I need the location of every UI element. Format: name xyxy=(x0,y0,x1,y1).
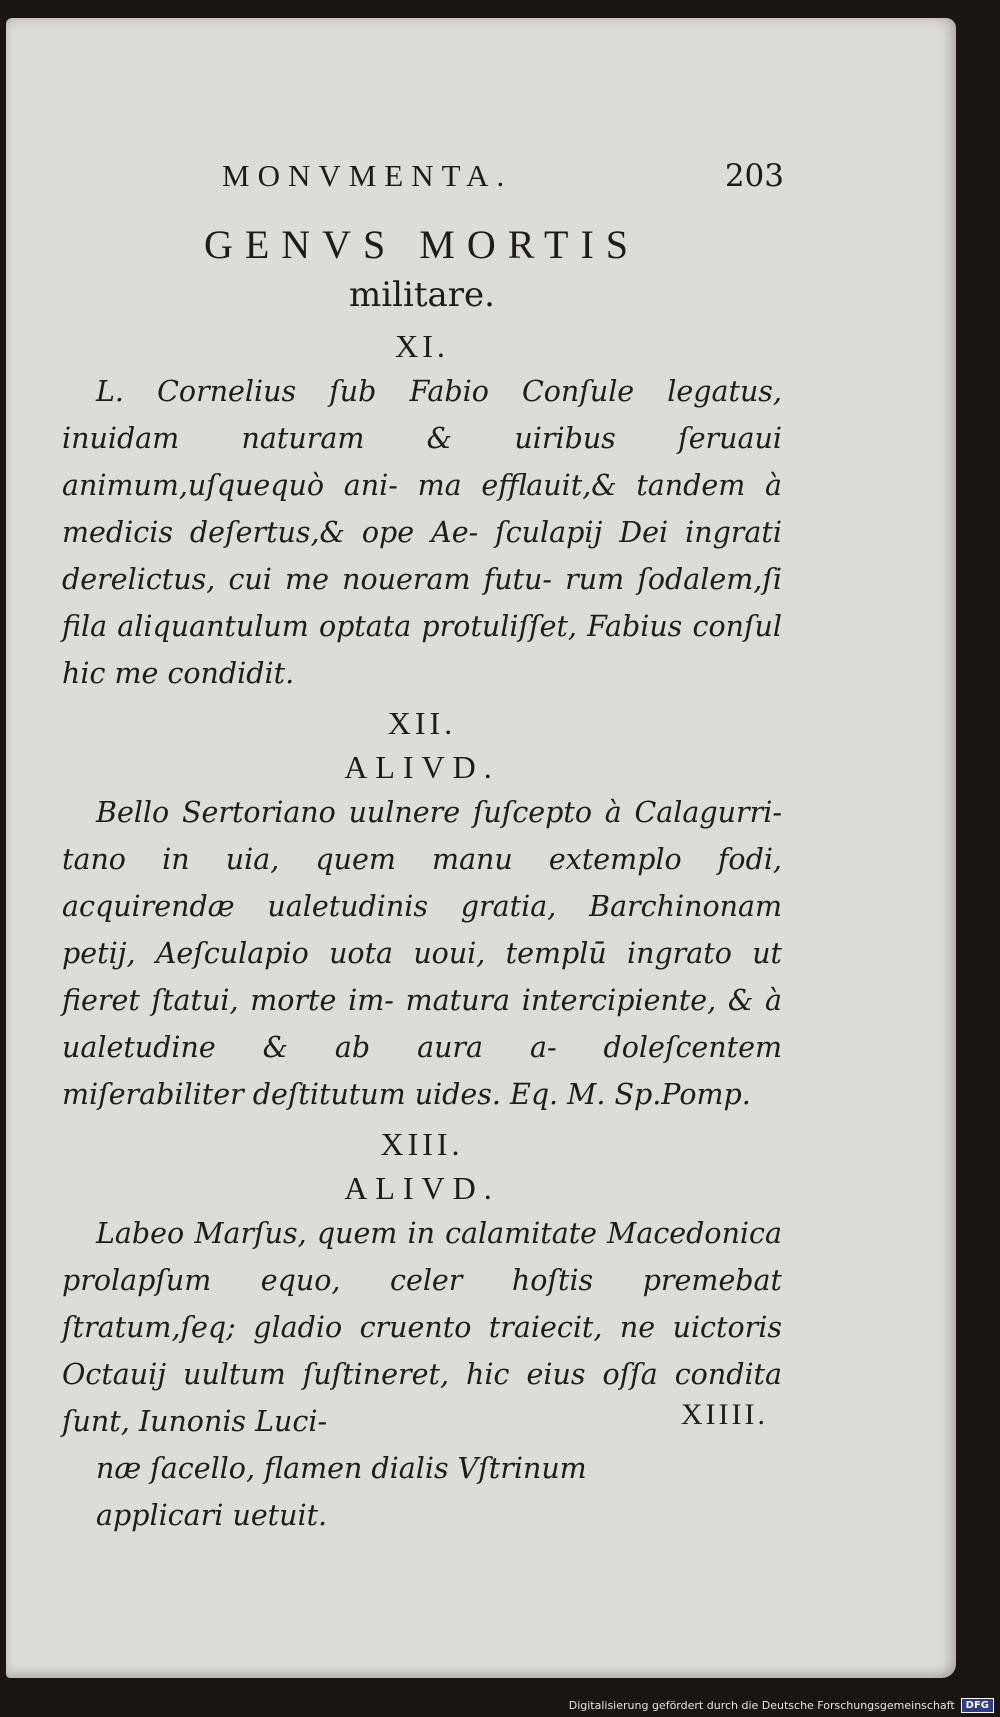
text-line: gladio cruento traiecit, ne uictoris Octauij uultum xyxy=(62,1311,782,1391)
text-line: ſculapij Dei ingrati derelictus, cui me noueram futu- xyxy=(62,516,782,596)
text-line: Sp.Pomp. xyxy=(614,1078,751,1111)
text-line: ualetudinis gratia, Barchinonam petij, Aeſculapio xyxy=(62,890,782,970)
section-subhead: ALIVD. xyxy=(344,1170,500,1206)
section-xi xyxy=(62,324,782,697)
section-xiii xyxy=(62,1122,782,1539)
running-head xyxy=(62,158,782,210)
text-line: Labeo Marſus, quem in calamitate Macedonica xyxy=(96,1217,782,1250)
text-line: uota uoui, templū ingrato ut fieret ſtatui, morte im- xyxy=(62,937,782,1017)
text-line: Bello Sertoriano uulnere ſuſcepto à Calagurri- xyxy=(96,796,782,829)
running-title: MONVMENTA. xyxy=(222,158,513,193)
dfg-logo-icon: DFG xyxy=(961,1698,994,1713)
text-line: ſuſtineret, hic eius oſſa condita ſunt, Iunonis Luci- xyxy=(62,1358,783,1438)
section-numeral: XI. xyxy=(395,328,449,364)
section-subhead: ALIVD. xyxy=(344,749,500,785)
text-line: ma efflauit,& tandem à medicis deſertus,& ope Ae- xyxy=(62,469,782,549)
text-line: matura intercipiente, & à ualetudine & ab aura a- xyxy=(62,984,783,1064)
text-line: prolapſum equo, celer hoſtis premebat ſtratum,ſeq; xyxy=(62,1264,782,1344)
text-line: næ ſacello, flamen dialis Vſtrinum xyxy=(96,1452,587,1485)
section-text xyxy=(62,1210,782,1539)
main-heading-line2: militare. xyxy=(349,275,495,315)
text-line: tano in uia, quem manu extemplo fodi, acquirendæ xyxy=(62,843,782,923)
text-block xyxy=(62,158,782,1539)
main-heading: GENVS MORTIS xyxy=(203,222,641,267)
section-xii xyxy=(62,701,782,1118)
footer-credit-text: Digitalisierung gefördert durch die Deutsche Forschungsgemeinschaft xyxy=(568,1699,955,1712)
text-line: applicari uetuit. xyxy=(96,1499,328,1532)
section-text xyxy=(62,789,782,1118)
text-line: Fabius conſul hic me condidit. xyxy=(62,610,782,690)
text-line: L. Cornelius ſub Fabio Conſule legatus, inuidam xyxy=(62,375,782,455)
section-numeral: XIII. xyxy=(380,1126,464,1162)
text-line: rum ſodalem,ſi fila aliquantulum optata protuliſſet, xyxy=(62,563,783,643)
footer-credit xyxy=(569,1698,994,1713)
catchword: XIIII. xyxy=(680,1398,768,1431)
section-numeral: XII. xyxy=(387,705,457,741)
section-text xyxy=(62,368,782,697)
text-line: naturam & uiribus ſeruaui animum,uſquequò ani- xyxy=(62,422,782,502)
book-page xyxy=(6,18,956,1678)
text-line: doleſcentem miſerabiliter deſtitutum uides. Eq. M. xyxy=(62,1031,782,1111)
page-number: 203 xyxy=(724,158,784,194)
